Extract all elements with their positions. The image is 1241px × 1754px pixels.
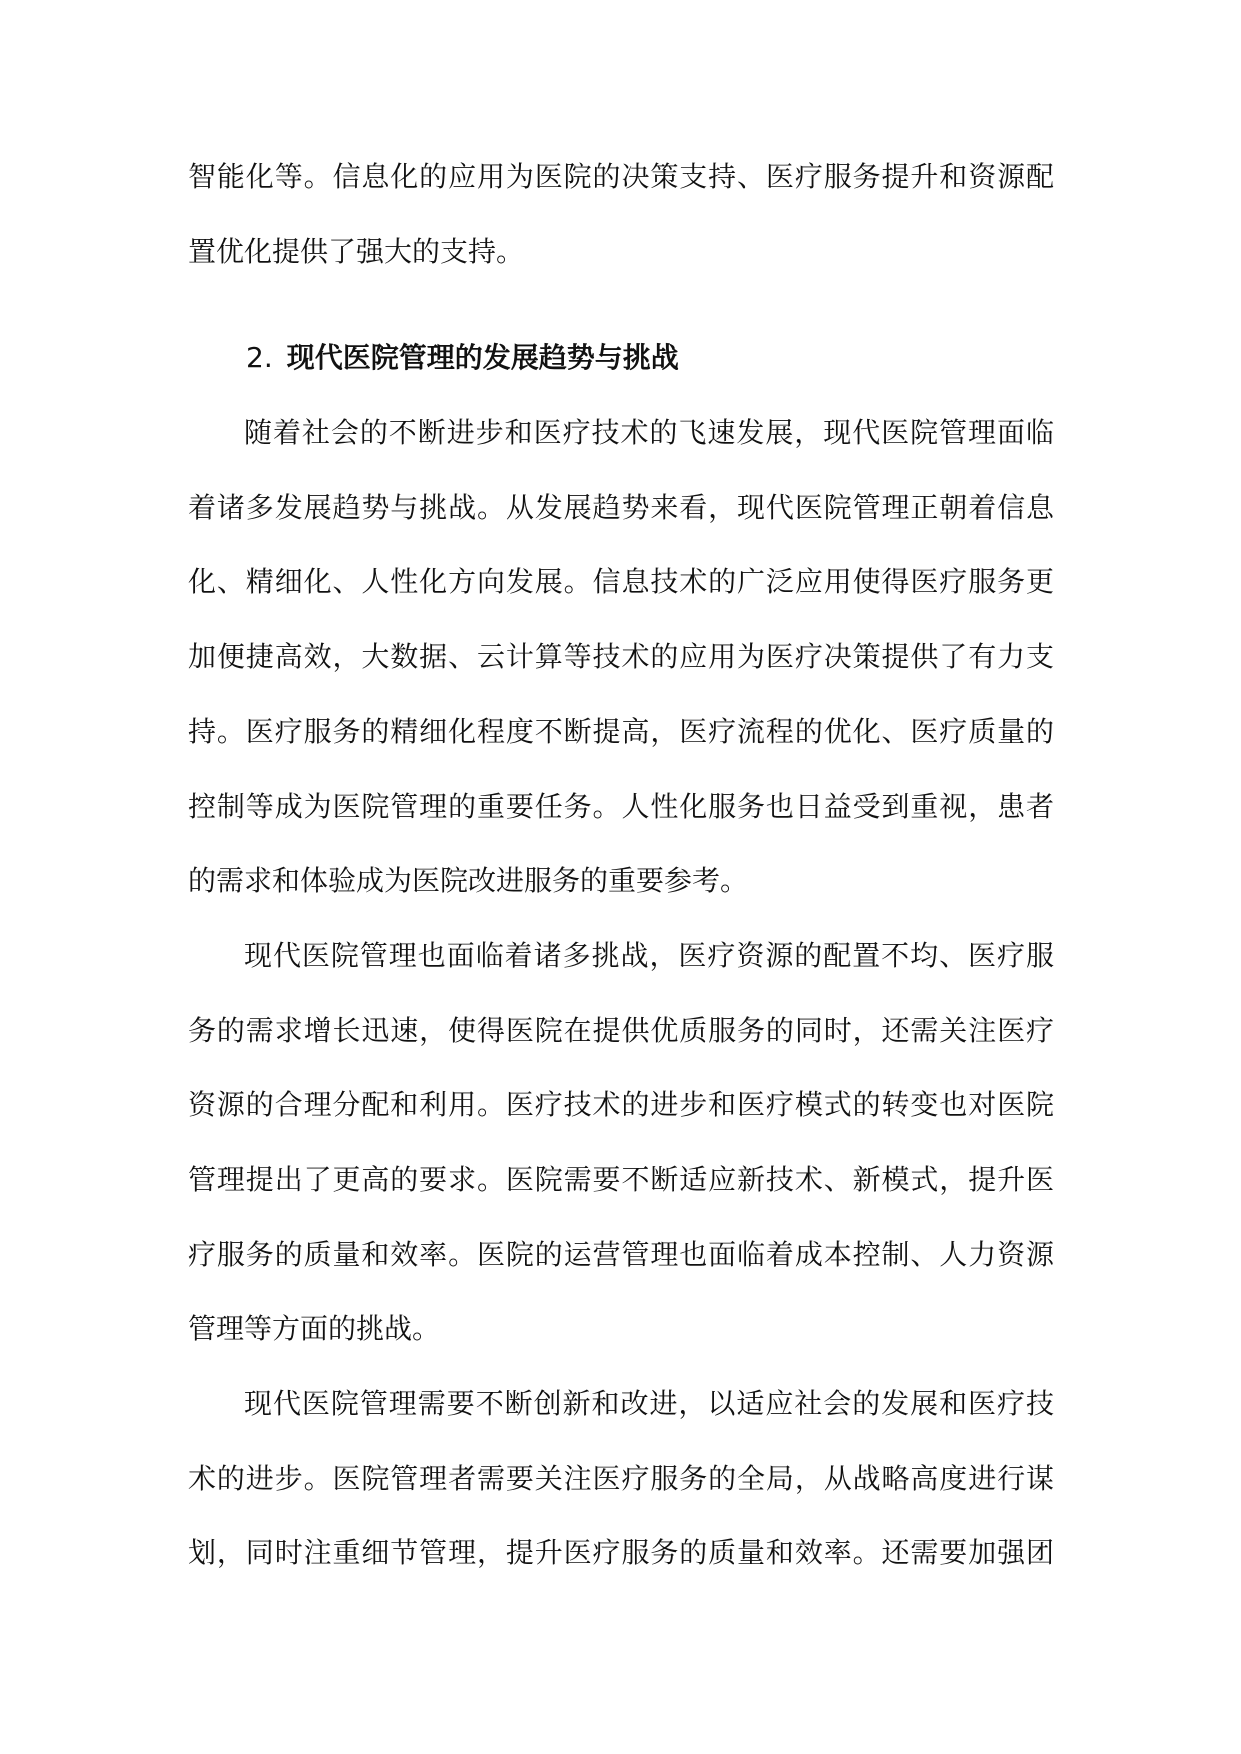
- paragraph-line: 随着社会的不断进步和医疗技术的飞速发展，现代医院管理面临: [244, 416, 1054, 450]
- paragraph-line: 着诸多发展趋势与挑战。从发展趋势来看，现代医院管理正朝着信息: [188, 490, 1054, 524]
- paragraph-line: 置优化提供了强大的支持。: [188, 234, 525, 268]
- paragraph-line: 化、精细化、人性化方向发展。信息技术的广泛应用使得医疗服务更: [188, 565, 1054, 599]
- section-title: 现代医院管理的发展趋势与挑战: [286, 341, 679, 375]
- paragraph-line: 划，同时注重细节管理，提升医疗服务的质量和效率。还需要加强团: [188, 1536, 1054, 1570]
- paragraph-line: 的需求和体验成为医院改进服务的重要参考。: [188, 864, 749, 898]
- section-heading: [188, 321, 1054, 396]
- section-spacer: [188, 289, 1054, 321]
- paragraph-line: 务的需求增长迅速，使得医院在提供优质服务的同时，还需关注医疗: [188, 1013, 1054, 1047]
- paragraph-trends: [188, 396, 1054, 919]
- paragraph-line: 管理等方面的挑战。: [188, 1312, 441, 1346]
- paragraph-line: 智能化等。信息化的应用为医院的决策支持、医疗服务提升和资源配: [188, 160, 1054, 193]
- paragraph-line: 疗服务的质量和效率。医院的运营管理也面临着成本控制、人力资源: [188, 1237, 1054, 1271]
- paragraph-continued: [188, 140, 1054, 289]
- section-number: 2.: [246, 341, 273, 375]
- paragraph-line: 加便捷高效，大数据、云计算等技术的应用为医疗决策提供了有力支: [188, 640, 1054, 674]
- paragraph-line: 术的进步。医院管理者需要关注医疗服务的全局，从战略高度进行谋: [188, 1461, 1054, 1495]
- paragraph-line: 管理提出了更高的要求。医院需要不断适应新技术、新模式，提升医: [188, 1162, 1054, 1196]
- paragraph-line: 持。医疗服务的精细化程度不断提高，医疗流程的优化、医疗质量的: [188, 714, 1054, 748]
- paragraph-line: 现代医院管理需要不断创新和改进，以适应社会的发展和医疗技: [244, 1387, 1054, 1420]
- paragraph-line: 资源的合理分配和利用。医疗技术的进步和医疗模式的转变也对医院: [188, 1088, 1054, 1122]
- paragraph-challenges: [188, 919, 1054, 1367]
- page-body: [188, 140, 1054, 1591]
- paragraph-innovation: [188, 1367, 1054, 1591]
- paragraph-line: 现代医院管理也面临着诸多挑战，医疗资源的配置不均、医疗服: [244, 938, 1054, 972]
- paragraph-line: 控制等成为医院管理的重要任务。人性化服务也日益受到重视，患者: [188, 789, 1054, 823]
